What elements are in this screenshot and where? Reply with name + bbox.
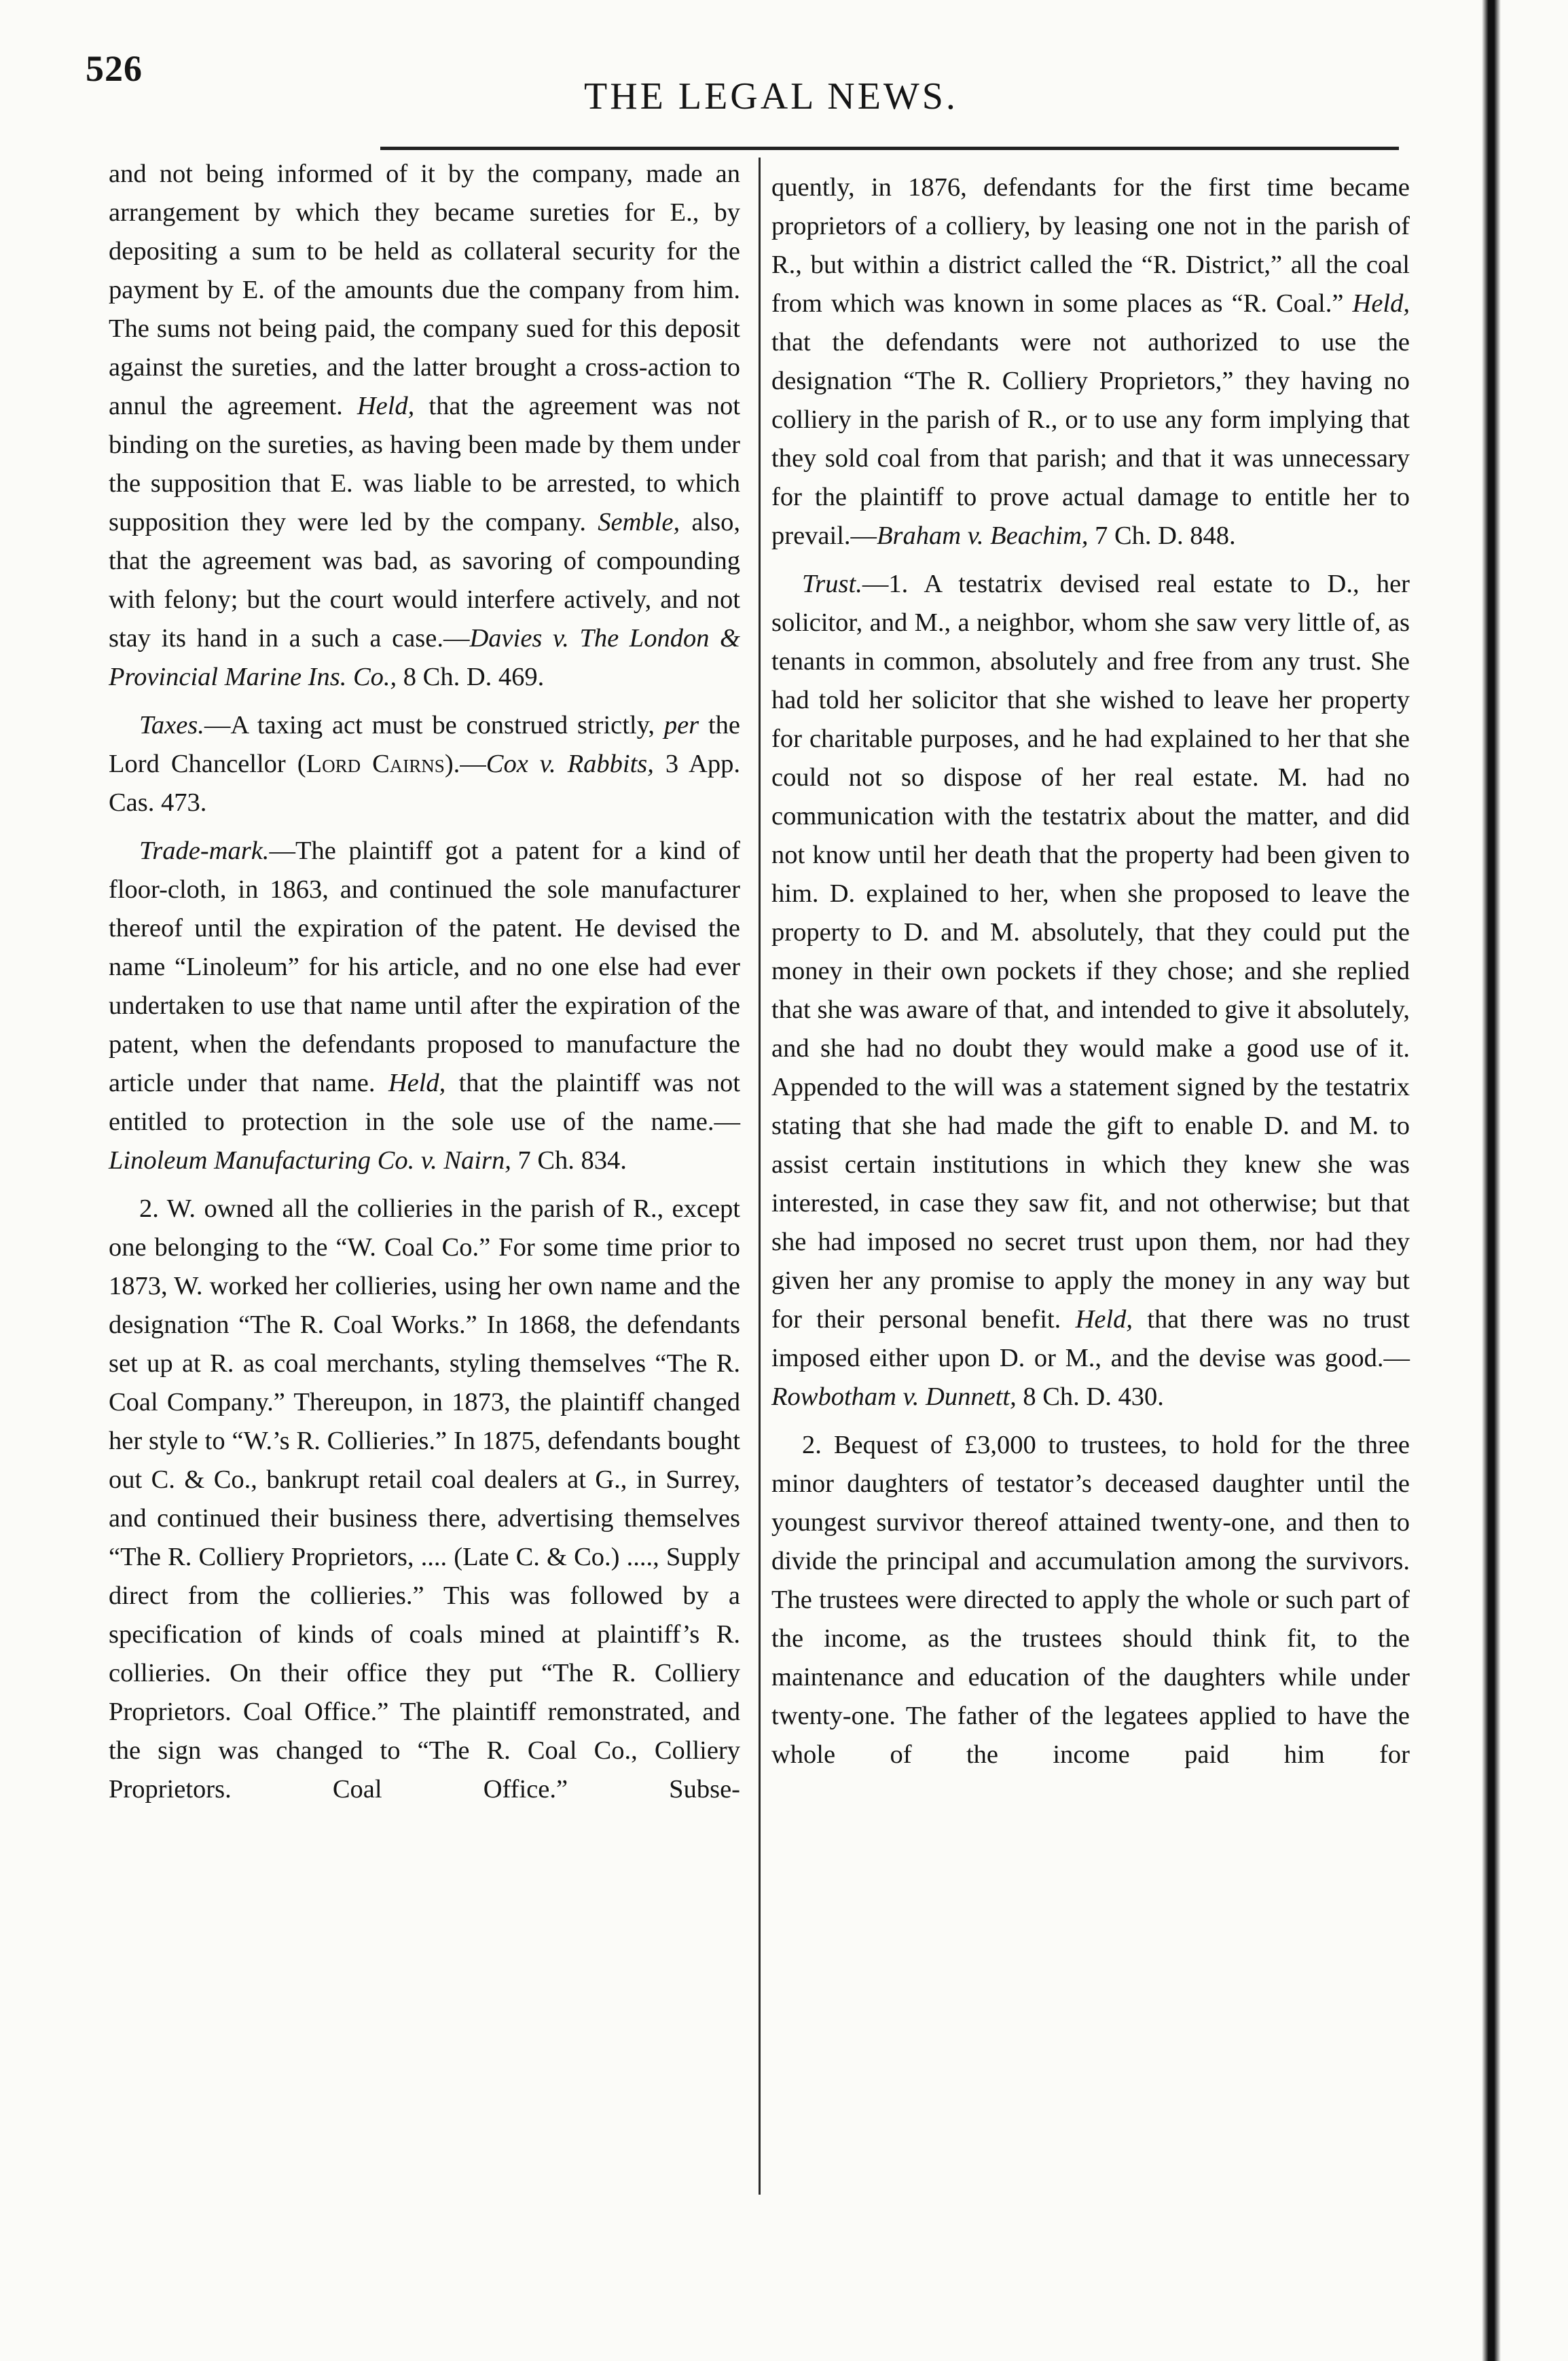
case-name: Rowbotham v. Dunnett, (771, 1383, 1017, 1411)
page-number: 526 (86, 48, 143, 89)
paragraph-bequest: 2. Bequest of £3,000 to trustees, to hold for the three minor daughters of testator’s deceased daughter until the youngest survivor thereof attained twenty-one, and then to divide the principal and accumulation among the survivors. The trustees were directed to apply the whole or such part of the income, as the trustees should think fit, to the maintenance and education of the daughters while under twenty-one. The father of the legatees applied to have the whole of the income paid him for (771, 1431, 1410, 1769)
page-edge-shadow (1482, 0, 1501, 2361)
right-column (771, 168, 1410, 1784)
paragraph-trade-mark: Trade-mark.—The plaintiff got a patent for a kind of floor-cloth, in 1863, and continued the sole manufacturer thereof until the expiration of the patent. He devised the name “Linoleum” for his article, and no one else had ever undertaken to use that name until after the expiration of the patent, when the defendants proposed to manufacture the article under that name. Held, that the plaintiff was not entitled to protection in the sole use of the name.—Linoleum Manufacturing Co. v. Nairn, 7 Ch. 834. (109, 837, 740, 1175)
left-column (109, 155, 740, 1818)
case-citation: 7 Ch. 834. (511, 1146, 627, 1175)
section-heading: Taxes. (139, 711, 204, 739)
paragraph-taxes: Taxes.—A taxing act must be construed strictly, per the Lord Chancellor (Lord Cairns).—Cox v. Rabbits, 3 App. Cas. 473. (109, 711, 740, 817)
section-heading: Trust. (802, 570, 862, 598)
case-citation: 3 App. Cas. 473. (109, 750, 740, 817)
case-name: Davies v. The London & Provincial Marine Ins. Co., (109, 624, 740, 691)
running-head-title: THE LEGAL NEWS. (584, 75, 958, 117)
paragraph-trust: Trust.—1. A testatrix devised real estate to D., her solicitor, and M., a neighbor, whom she saw very little of, as tenants in common, absolutely and free from any trust. She had told her solicitor that she wished to leave her property for charitable purposes, and he had explained to her that she could not so dispose of her real estate. M. had no communication with the testatrix about the matter, and did not know until her death that the property had been given to him. D. explained to her, when she proposed to leave the property to D. and M. absolutely, that they could put the money in their own pockets if they chose; and she replied that she was aware of that, and intended to give it absolutely, and she had no doubt they would make a good use of it. Appended to the will was a statement signed by the testatrix stating that she had made the gift to enable D. and M. to assist certain institutions in which they knew she was interested, in case they saw fit, and not otherwise; but that she had imposed no secret trust upon them, nor had they given her any promise to apply the money in any way but for their personal benefit. Held, that there was no trust imposed either upon D. or M., and the devise was good.—Rowbotham v. Dunnett, 8 Ch. D. 430. (771, 570, 1410, 1411)
header-rule (380, 147, 1399, 150)
case-name: Braham v. Beachim, (877, 521, 1089, 550)
paragraph-braham: quently, in 1876, defendants for the first time became proprietors of a colliery, by leasing one not in the parish of R., but within a district called the “R. District,” all the coal from which was known in some places as “R. Coal.” Held, that the defendants were not authorized to use the designation “The R. Colliery Proprietors,” they having no colliery in the parish of R., or to use any form implying that they sold coal from that parish; and that it was unnecessary for the plaintiff to prove actual damage to entitle her to prevail.—Braham v. Beachim, 7 Ch. D. 848. (771, 173, 1410, 550)
paragraph-collieries: 2. W. owned all the collieries in the parish of R., except one belonging to the “W. Coal Co.” For some time prior to 1873, W. worked her collieries, using her own name and the designation “The R. Coal Works.” In 1868, the defendants set up at R. as coal merchants, styling themselves “The R. Coal Company.” Thereupon, in 1873, the plaintiff changed her style to “W.’s R. Collieries.” In 1875, defendants bought out C. & Co., bankrupt retail coal dealers at G., in Surrey, and continued their business there, advertising themselves “The R. Colliery Proprietors, .... (Late C. & Co.) ...., Supply direct from the collieries.” This was followed by a specification of kinds of coals mined at plaintiff’s R. collieries. On their office they put “The R. Colliery Proprietors. Coal Office.” The plaintiff remonstrated, and the sign was changed to “The R. Coal Co., Colliery Proprietors. Coal Office.” Subse- (109, 1194, 740, 1804)
column-divider (759, 158, 761, 2195)
case-citation: 8 Ch. D. 469. (397, 663, 545, 691)
case-name: Cox v. Rabbits, (486, 750, 654, 778)
case-citation: 7 Ch. D. 848. (1088, 521, 1236, 550)
section-heading: Trade-mark. (139, 837, 270, 865)
case-name: Linoleum Manufacturing Co. v. Nairn, (109, 1146, 511, 1175)
case-citation: 8 Ch. D. 430. (1016, 1383, 1164, 1411)
paragraph-davies: and not being informed of it by the company, made an arrangement by which they became sureties for E., by depositing a sum to be held as collateral security for the payment by E. of the amounts due the company from him. The sums not being paid, the company sued for this deposit against the sureties, and the latter brought a cross-action to annul the agreement. Held, that the agreement was not binding on the sureties, as having been made by them under the supposition that E. was liable to be arrested, to which supposition they were led by the company. Semble, also, that the agreement was bad, as savoring of compounding with felony; but the court would interfere actively, and not stay its hand in a such a case.—Davies v. The London & Provincial Marine Ins. Co., 8 Ch. D. 469. (109, 160, 741, 691)
